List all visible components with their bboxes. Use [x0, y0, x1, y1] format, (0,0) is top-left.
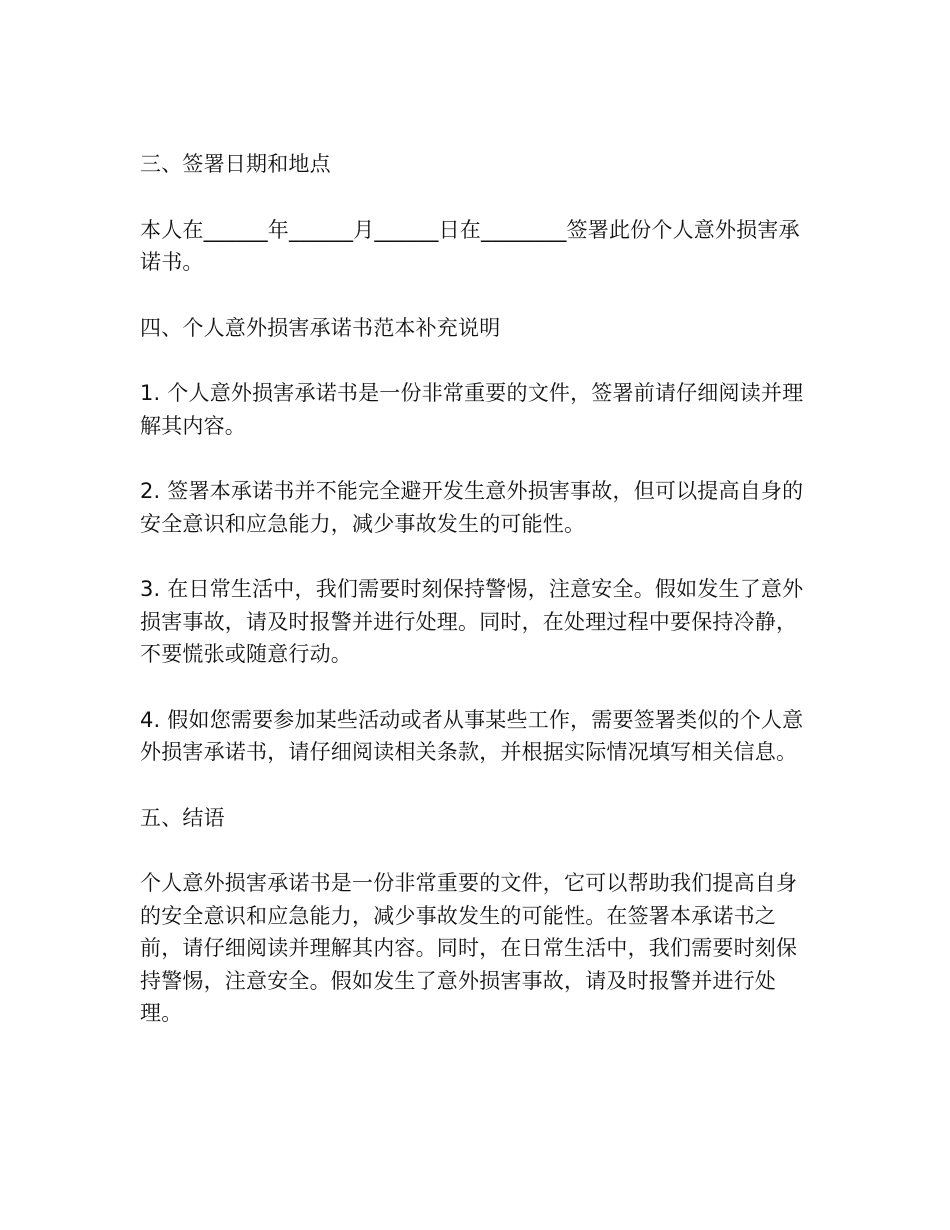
note-item-2: 2. 签署本承诺书并不能完全避开发生意外损害事故，但可以提高自身的安全意识和应急能力，减少事故发生的可能性。	[140, 479, 804, 536]
section-heading-conclusion: 五、结语	[140, 805, 225, 830]
document-page	[140, 148, 810, 1030]
signing-date-place-paragraph: 本人在______年______月______日在________签署此份个人意外损害承诺书。	[140, 217, 800, 274]
section-heading-supplementary-notes: 四、个人意外损害承诺书范本补充说明	[140, 315, 501, 340]
note-item-1: 1. 个人意外损害承诺书是一份非常重要的文件，签署前请仔细阅读并理解其内容。	[140, 381, 804, 438]
note-item-4: 4. 假如您需要参加某些活动或者从事某些工作，需要签署类似的个人意外损害承诺书，请仔细阅读相关条款，并根据实际情况填写相关信息。	[140, 707, 804, 764]
note-item-3: 3. 在日常生活中，我们需要时刻保持警惕，注意安全。假如发生了意外损害事故，请及时报警并进行处理。同时，在处理过程中要保持冷静，不要慌张或随意行动。	[140, 577, 804, 666]
conclusion-paragraph: 个人意外损害承诺书是一份非常重要的文件，它可以帮助我们提高自身的安全意识和应急能力，减少事故发生的可能性。在签署本承诺书之前，请仔细阅读并理解其内容。同时，在日常生活中，我们需要时刻保持警惕，注意安全。假如发生了意外损害事故，请及时报警并进行处理。	[140, 871, 798, 1025]
section-heading-signing-date-place: 三、签署日期和地点	[140, 152, 331, 176]
